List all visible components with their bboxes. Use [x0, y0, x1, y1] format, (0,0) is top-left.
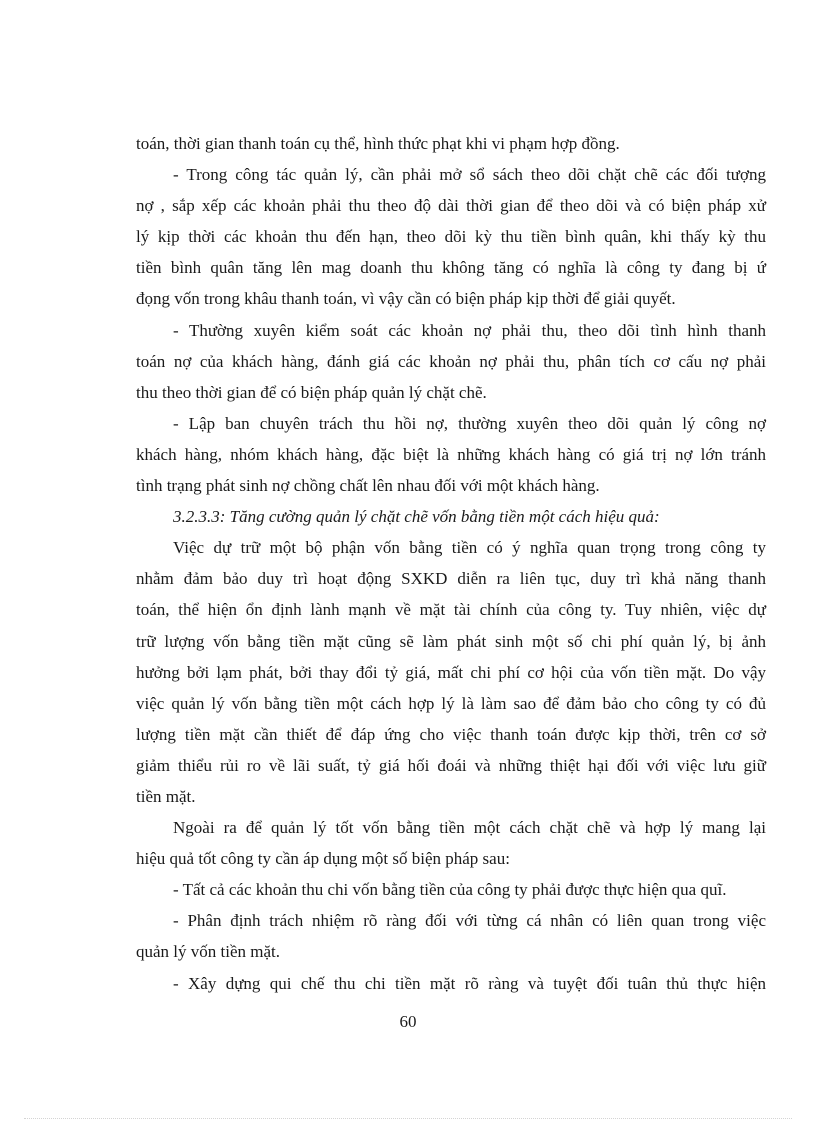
text-line: - Thường xuyên kiểm soát các khoản nợ phải thu, theo dõi tình hình thanh — [173, 320, 766, 340]
text-line: tình trạng phát sinh nợ chồng chất lên nhau đối với một khách hàng. — [136, 476, 600, 496]
text-line: tiền bình quân tăng lên mag doanh thu không tăng có nghĩa là công ty đang bị ứ — [136, 258, 766, 278]
text-line: toán, thời gian thanh toán cụ thể, hình thức phạt khi vi phạm hợp đồng. — [136, 134, 620, 153]
page-number: 60 — [399, 1012, 417, 1031]
text-line: lượng tiền mặt cần thiết để đáp ứng cho việc thanh toán được kịp thời, trên cơ sở — [136, 724, 766, 744]
text-line: lý kịp thời các khoản thu đến hạn, theo dõi kỳ thu tiền bình quân, khi thấy kỳ thu — [136, 227, 766, 247]
section-heading: 3.2.3.3: Tăng cường quản lý chặt chẽ vốn bằng tiền một cách hiệu quả: — [173, 507, 660, 527]
text-line: hưởng bởi lạm phát, bởi thay đổi tỷ giá, mất chi phí cơ hội của vốn tiền mặt. Do vậy — [136, 662, 766, 682]
text-line: Ngoài ra để quản lý tốt vốn bằng tiền một cách chặt chẽ và hợp lý mang lại — [173, 818, 766, 838]
text-line: - Xây dựng qui chế thu chi tiền mặt rõ ràng và tuyệt đối tuân thủ thực hiện — [173, 973, 766, 993]
text-line: nợ , sắp xếp các khoản phải thu theo độ dài thời gian để theo dõi và có biện pháp xử — [136, 196, 766, 216]
body-text — [136, 128, 766, 999]
text-line: - Trong công tác quản lý, cần phải mở sổ sách theo dõi chặt chẽ các đối tượng — [173, 165, 766, 185]
text-line: quản lý vốn tiền mặt. — [136, 942, 281, 962]
text-line: - Phân định trách nhiệm rõ ràng đối với từng cá nhân có liên quan trong việc — [173, 911, 766, 931]
text-line: việc quản lý vốn bằng tiền một cách hợp lý là làm sao để đảm bảo cho công ty có đủ — [136, 693, 766, 713]
text-line: toán, thể hiện ổn định lành mạnh về mặt tài chính của công ty. Tuy nhiên, việc dự — [136, 600, 766, 620]
text-line: hiệu quả tốt công ty cần áp dụng một số biện pháp sau: — [136, 849, 510, 869]
text-line: Việc dự trữ một bộ phận vốn bằng tiền có ý nghĩa quan trọng trong công ty — [173, 538, 766, 558]
text-line: - Tất cả các khoản thu chi vốn bằng tiền của công ty phải được thực hiện qua quĩ. — [173, 880, 727, 900]
text-line: đọng vốn trong khâu thanh toán, vì vậy cần có biện pháp kịp thời để giải quyết. — [136, 289, 676, 309]
text-line: toán nợ của khách hàng, đánh giá các khoản nợ phải thu, phân tích cơ cấu nợ phải — [136, 351, 766, 371]
text-line: khách hàng, nhóm khách hàng, đặc biệt là những khách hàng có giá trị nợ lớn tránh — [136, 444, 766, 464]
text-line: tiền mặt. — [136, 786, 196, 806]
page-bottom-divider — [24, 1118, 792, 1119]
text-line: thu theo thời gian để có biện pháp quản lý chặt chẽ. — [136, 382, 487, 402]
text-line: nhằm đảm bảo duy trì hoạt động SXKD diễn ra liên tục, duy trì khả năng thanh — [136, 569, 766, 589]
text-line: - Lập ban chuyên trách thu hồi nợ, thường xuyên theo dõi quản lý công nợ — [173, 413, 766, 433]
text-line: trữ lượng vốn bằng tiền mặt cũng sẽ làm phát sinh một số chi phí quản lý, bị ảnh — [136, 631, 766, 651]
text-line: giảm thiểu rủi ro về lãi suất, tỷ giá hối đoái và những thiệt hại đối với việc lưu giữ — [136, 755, 766, 775]
